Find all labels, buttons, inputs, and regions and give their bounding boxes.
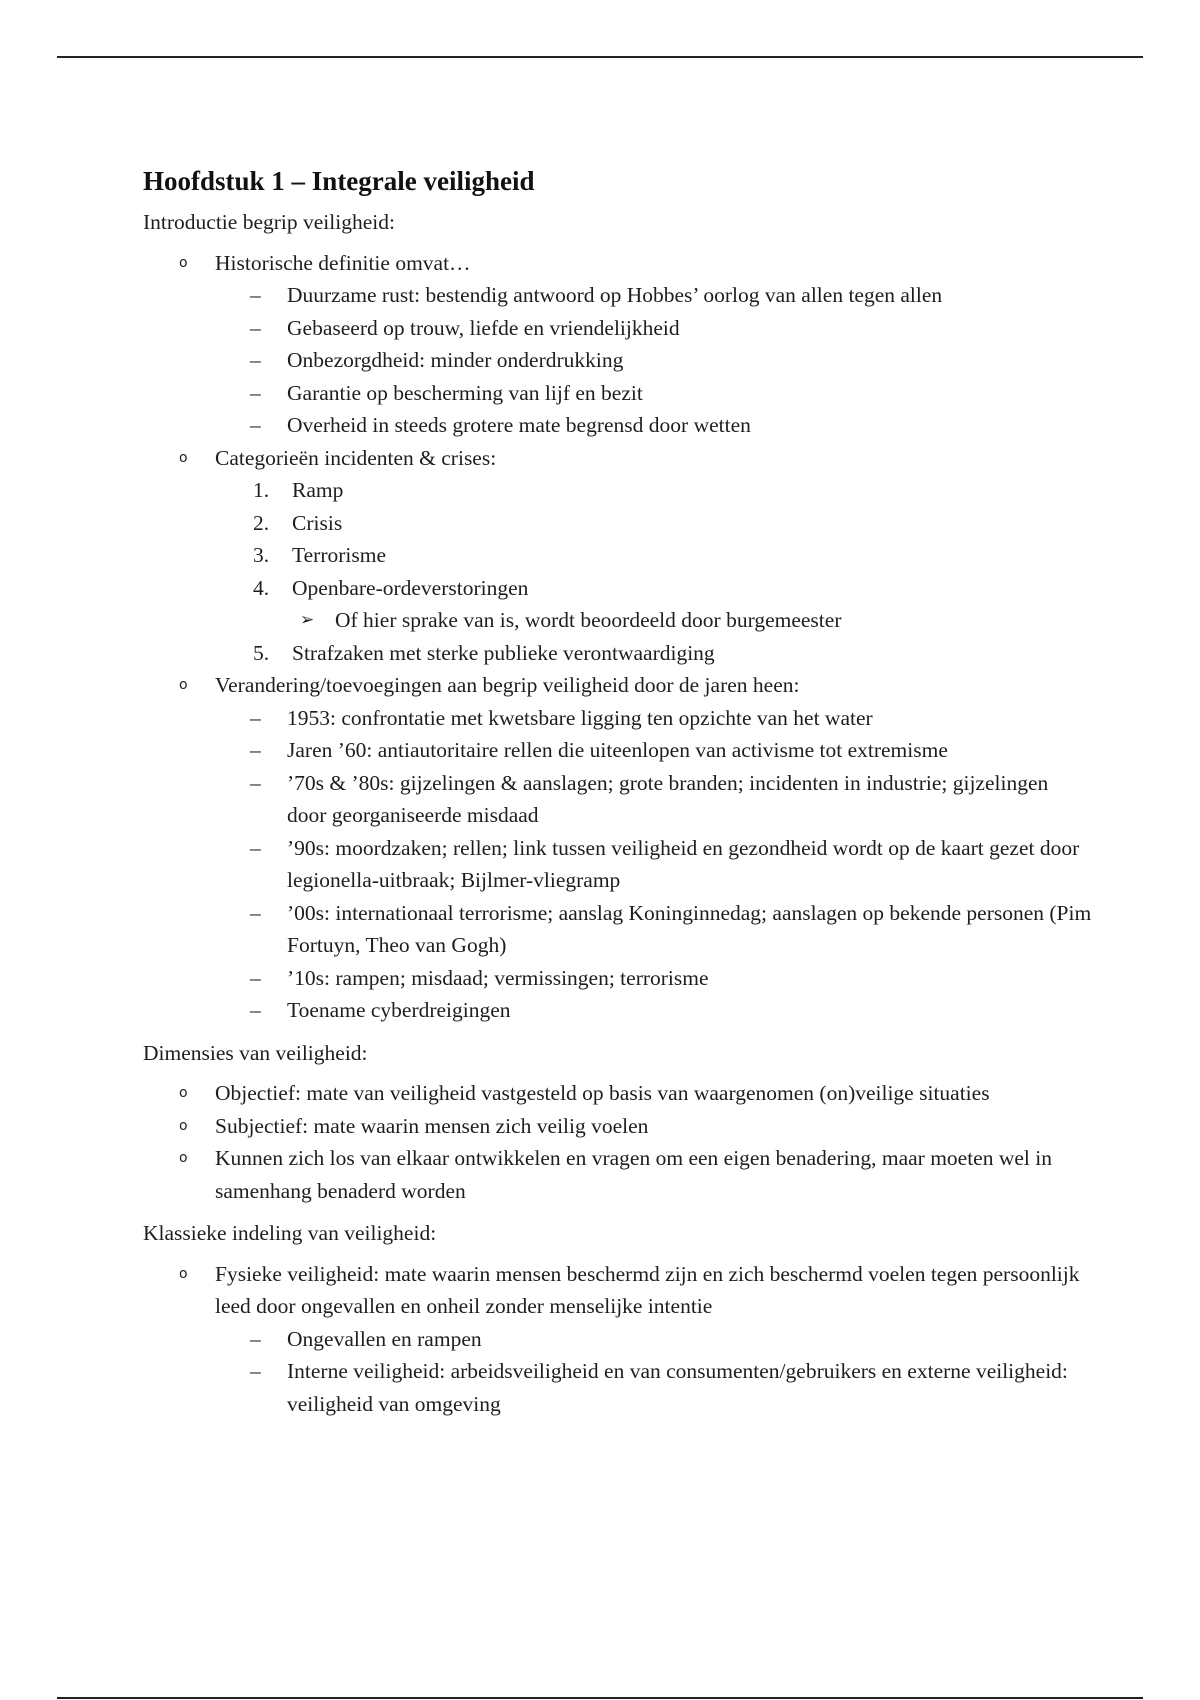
dash-item: [215, 962, 1093, 995]
item-number: 4.: [253, 575, 270, 600]
dash-item-text: Ongevallen en rampen: [287, 1326, 482, 1351]
dash-item-text: ’70s & ’80s: gijzelingen & aanslagen; grote branden; incidenten in industrie; gijzelingen door georganiseerde misdaad: [287, 770, 1049, 827]
dash-item: [215, 702, 1093, 735]
dash-bullet-icon: –: [250, 705, 261, 730]
dash-bullet-icon: –: [250, 738, 261, 762]
dash-item: [215, 734, 1093, 767]
dash-bullet-icon: –: [250, 283, 261, 307]
dash-item-text: 1953: confrontatie met kwetsbare ligging ten opzichte van het water: [287, 705, 873, 730]
section-klassieke-indeling: [143, 1217, 1093, 1420]
list-item-text: Verandering/toevoegingen aan begrip veiligheid door de jaren heen:: [215, 673, 800, 697]
dash-item-text: ’00s: internationaal terrorisme; aanslag Koninginnedag; aanslagen op bekende personen (Pim Fortuyn, Theo van Gogh): [287, 900, 1092, 957]
dash-item-text: Gebaseerd op trouw, liefde en vriendelijkheid: [287, 315, 680, 340]
arrow-item: [292, 604, 1093, 637]
bullet-list: [143, 1258, 1093, 1421]
dash-list: [215, 702, 1093, 1027]
list-item: [143, 1142, 1093, 1207]
dash-list: [215, 279, 1093, 442]
item-number: 5.: [253, 640, 270, 665]
dash-list: [215, 1323, 1093, 1421]
dash-bullet-icon: –: [250, 835, 261, 860]
dash-item-text: Onbezorgdheid: minder onderdrukking: [287, 348, 624, 372]
item-number: 2.: [253, 510, 270, 535]
dash-item-text: ’10s: rampen; misdaad; vermissingen; terrorisme: [287, 965, 709, 990]
bullet-list: [143, 247, 1093, 1027]
list-item-text: Fysieke veiligheid: mate waarin mensen beschermd zijn en zich beschermd voelen tegen persoonlijk leed door ongevallen en onheil zonder menselijke intentie: [215, 1261, 1080, 1318]
dash-bullet-icon: –: [250, 1359, 261, 1383]
bottom-rule: [57, 1697, 1143, 1699]
item-number: 1.: [253, 478, 270, 502]
dash-bullet-icon: –: [250, 998, 261, 1022]
dash-item: [215, 312, 1093, 345]
section-dimensies: [143, 1037, 1093, 1208]
item-number: 3.: [253, 543, 270, 567]
dash-item-text: ’90s: moordzaken; rellen; link tussen veiligheid en gezondheid wordt op de kaart gezet door legionella-uitbraak; Bijlmer-vliegramp: [287, 835, 1080, 892]
list-item: [143, 247, 1093, 442]
list-item: [143, 669, 1093, 1027]
dash-item-text: Duurzame rust: bestendig antwoord op Hobbes’ oorlog van allen tegen allen: [287, 283, 943, 307]
dash-item: [215, 344, 1093, 377]
dash-item: [215, 897, 1093, 962]
numbered-item-text: Ramp: [292, 478, 344, 502]
circle-bullet-icon: o: [179, 1265, 188, 1282]
list-item: [143, 1258, 1093, 1421]
arrow-item-text: Of hier sprake van is, wordt beoordeeld door burgemeester: [335, 608, 842, 632]
arrow-list: [292, 604, 1093, 637]
dash-item-text: Overheid in steeds grotere mate begrensd door wetten: [287, 413, 751, 437]
numbered-item-text: Openbare-ordeverstoringen: [292, 575, 529, 600]
list-item-text: Categorieën incidenten & crises:: [215, 445, 497, 470]
numbered-item: [215, 507, 1093, 540]
dash-item: [215, 279, 1093, 312]
dash-bullet-icon: –: [250, 413, 261, 437]
dash-item: [215, 377, 1093, 410]
numbered-item: [215, 539, 1093, 572]
dash-item-text: Garantie op bescherming van lijf en bezit: [287, 380, 643, 405]
circle-bullet-icon: o: [179, 254, 188, 271]
dash-item: [215, 994, 1093, 1027]
list-item-text: Objectief: mate van veiligheid vastgesteld op basis van waargenomen (on)veilige situaties: [215, 1081, 990, 1105]
list-item: [143, 442, 1093, 670]
dash-bullet-icon: –: [250, 1326, 261, 1351]
arrow-bullet-icon: ➢: [300, 610, 315, 630]
list-item-text: Kunnen zich los van elkaar ontwikkelen en vragen om een eigen benadering, maar moeten wel in samenhang benaderd worden: [215, 1146, 1052, 1203]
circle-bullet-icon: o: [179, 1117, 188, 1134]
dash-bullet-icon: –: [250, 965, 261, 990]
dash-bullet-icon: –: [250, 348, 261, 372]
circle-bullet-icon: o: [179, 449, 188, 466]
dash-item: [215, 409, 1093, 442]
section-heading: Introductie begrip veiligheid:: [143, 210, 395, 234]
dash-item-text: Jaren ’60: antiautoritaire rellen die uiteenlopen van activisme tot extremisme: [287, 738, 948, 762]
list-item: [143, 1110, 1093, 1143]
document-page: [143, 162, 1093, 1420]
bullet-list: [143, 1077, 1093, 1207]
dash-item-text: Interne veiligheid: arbeidsveiligheid en van consumenten/gebruikers en externe veiligheid: veiligheid van omgeving: [287, 1359, 1068, 1416]
numbered-item: [215, 474, 1093, 507]
section-heading: Klassieke indeling van veiligheid:: [143, 1221, 437, 1245]
numbered-item: [215, 637, 1093, 670]
dash-bullet-icon: –: [250, 380, 261, 405]
circle-bullet-icon: o: [179, 1150, 188, 1166]
dash-item-text: Toename cyberdreigingen: [287, 998, 511, 1022]
list-item-text: Subjectief: mate waarin mensen zich veilig voelen: [215, 1113, 649, 1138]
circle-bullet-icon: o: [179, 677, 188, 693]
numbered-item-text: Crisis: [292, 510, 343, 535]
numbered-list: [215, 474, 1093, 669]
list-item: [143, 1077, 1093, 1110]
dash-item: [215, 767, 1093, 832]
list-item-text: Historische definitie omvat…: [215, 250, 471, 275]
section-introductie: [143, 206, 1093, 1027]
circle-bullet-icon: o: [179, 1085, 188, 1101]
numbered-item-text: Terrorisme: [292, 543, 387, 567]
top-rule: [57, 56, 1143, 58]
dash-bullet-icon: –: [250, 900, 261, 925]
dash-item: [215, 1323, 1093, 1356]
numbered-item: [215, 572, 1093, 637]
dash-bullet-icon: –: [250, 315, 261, 340]
dash-item: [215, 832, 1093, 897]
dash-bullet-icon: –: [250, 770, 261, 795]
chapter-title: Hoofdstuk 1 – Integrale veiligheid: [143, 166, 535, 196]
numbered-item-text: Strafzaken met sterke publieke verontwaardiging: [292, 640, 715, 665]
dash-item: [215, 1355, 1093, 1420]
section-heading: Dimensies van veiligheid:: [143, 1040, 368, 1065]
